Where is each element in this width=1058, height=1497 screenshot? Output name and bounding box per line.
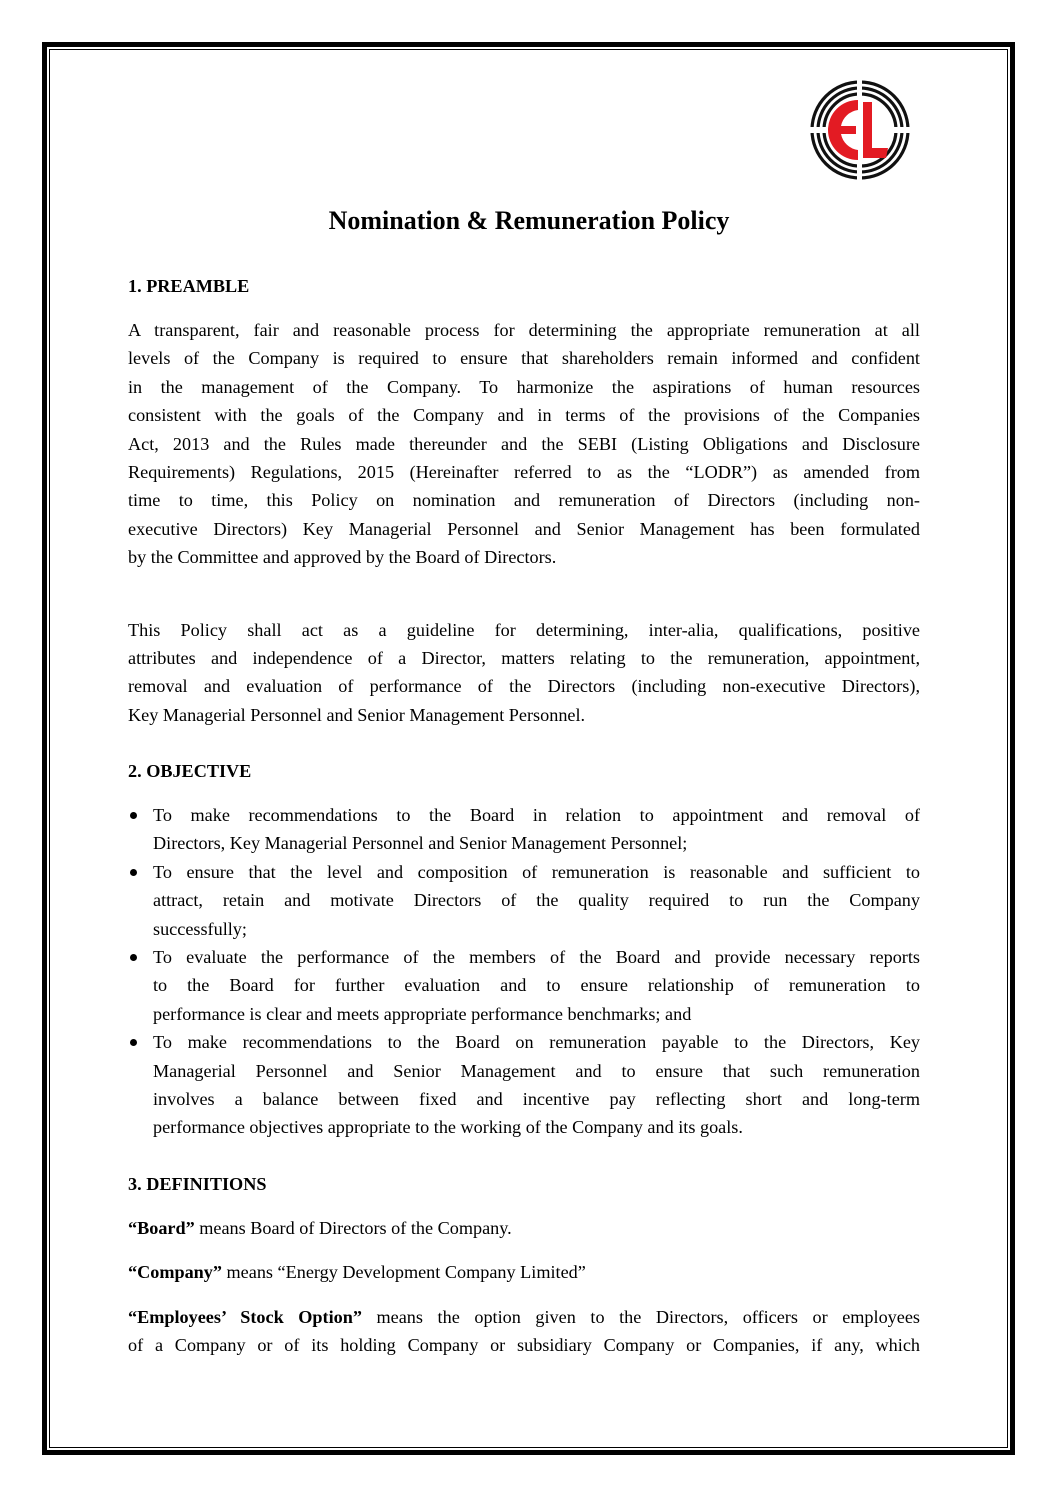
definition-text: means Board of Directors of the Company. [194,1217,512,1238]
text-line: performance is clear and meets appropriate performance benchmarks; and [153,1003,692,1024]
text-line: Directors, Key Managerial Personnel and Senior Management Personnel; [153,833,688,854]
text-line: Managerial Personnel and Senior Management and to ensure that such remuneration [153,1060,920,1081]
definition-company [128,1258,920,1286]
list-item [128,858,920,943]
bullet-icon [130,869,137,876]
list-item [128,801,920,858]
section-heading-preamble: 1. PREAMBLE [128,276,250,296]
text-line: This Policy shall act as a guideline for determining, inter-alia, qualifications, positive [128,619,920,640]
el-company-logo-icon [808,78,912,182]
definition-term: “Board” [128,1217,195,1238]
definition-term: “Employees’ Stock Option” [128,1306,362,1327]
text-line: to the Board for further evaluation and to ensure relationship of remuneration to [153,975,920,996]
text-line: consistent with the goals of the Company and in terms of the provisions of the Companies [128,405,920,426]
section-heading-objective: 2. OBJECTIVE [128,761,252,782]
text-line: performance objectives appropriate to the working of the Company and its goals. [153,1117,743,1138]
definition-text: means the option given to the Directors, officers or employees [361,1306,920,1327]
text-line: Key Managerial Personnel and Senior Management Personnel. [128,704,586,725]
text-line: successfully; [153,918,247,939]
text-line: To make recommendations to the Board in relation to appointment and removal of [153,805,920,826]
text-line: of a Company or of its holding Company or subsidiary Company or Companies, if any, which [128,1334,920,1355]
bullet-icon [130,954,137,961]
definition-board [128,1214,920,1242]
page-title: Nomination & Remuneration Policy [328,206,730,235]
bullet-icon [130,1039,137,1046]
preamble-paragraph-1 [128,316,920,572]
list-item [128,943,920,1028]
objective-list [128,801,920,1142]
document-body [128,272,920,1359]
bullet-icon [130,812,137,819]
text-line: levels of the Company is required to ensure that shareholders remain informed and confident [128,348,920,369]
text-line: Act, 2013 and the Rules made thereunder and the SEBI (Listing Obligations and Disclosure [128,433,920,454]
text-line: To evaluate the performance of the members of the Board and provide necessary reports [153,947,920,968]
section-heading-definitions: 3. DEFINITIONS [128,1173,267,1194]
text-line: by the Committee and approved by the Board of Directors. [128,547,557,568]
definition-employees-stock-option [128,1303,920,1331]
text-line: A transparent, fair and reasonable process for determining the appropriate remuneration at all [128,320,920,340]
text-line: attract, retain and motivate Directors of the quality required to run the Company [153,890,920,911]
text-line: To make recommendations to the Board on remuneration payable to the Directors, Key [153,1032,920,1053]
text-line: Requirements) Regulations, 2015 (Hereinafter referred to as the “LODR”) as amended from [128,461,920,482]
text-line: attributes and independence of a Director, matters relating to the remuneration, appointment, [128,647,920,668]
text-line: To ensure that the level and composition of remuneration is reasonable and sufficient to [153,861,920,882]
text-line: time to time, this Policy on nomination and remuneration of Directors (including non- [128,490,920,511]
text-line: executive Directors) Key Managerial Personnel and Senior Management has been formulated [128,518,920,539]
definition-term: “Company” [128,1262,222,1283]
text-line: removal and evaluation of performance of the Directors (including non-executive Directors), [128,676,920,697]
list-item [128,1028,920,1142]
text-line: involves a balance between fixed and incentive pay reflecting short and long-term [153,1088,920,1109]
definition-text: means “Energy Development Company Limited” [221,1262,586,1283]
text-line: in the management of the Company. To harmonize the aspirations of human resources [128,376,920,397]
preamble-paragraph-2 [128,616,920,730]
